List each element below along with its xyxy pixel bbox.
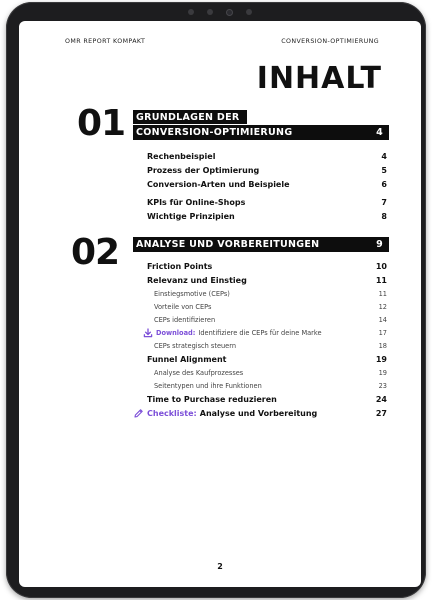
toc-entry-page: 24 <box>375 395 387 404</box>
section-title: ANALYSE UND VORBEREITUNGEN <box>136 239 320 250</box>
camera-bar <box>188 8 252 16</box>
toc-subentry[interactable] <box>154 366 387 379</box>
section-number: 02 <box>71 232 120 273</box>
document-page <box>19 21 421 587</box>
toc-entry[interactable] <box>147 260 387 273</box>
toc-entry-label: KPIs für Online-Shops <box>147 198 246 207</box>
toc-entry-page: 14 <box>378 315 387 324</box>
toc-entry-page: 11 <box>375 276 387 285</box>
toc-subentry[interactable] <box>154 313 387 326</box>
toc-download-entry[interactable] <box>143 326 387 339</box>
toc-checklist-entry[interactable] <box>133 407 387 420</box>
download-icon <box>143 328 153 338</box>
toc-entry-page: 4 <box>381 152 387 161</box>
toc-entry-page: 7 <box>381 198 387 207</box>
section-page: 4 <box>376 127 383 138</box>
running-header-right: CONVERSION-OPTIMIERUNG <box>281 38 379 45</box>
toc-subentry[interactable] <box>154 300 387 313</box>
toc-entry-label: Seitentypen und ihre Funktionen <box>154 381 262 390</box>
toc-entry-page: 17 <box>378 328 387 337</box>
toc-subentry[interactable] <box>154 339 387 352</box>
toc-entry-page: 6 <box>381 180 387 189</box>
tablet-frame <box>6 2 426 598</box>
sensor-dot <box>207 9 213 15</box>
section-bar-line1 <box>133 110 247 124</box>
toc-entry-page: 12 <box>378 302 387 311</box>
toc-subentry[interactable] <box>154 379 387 392</box>
toc-entry-page: 19 <box>378 368 387 377</box>
toc-entry[interactable] <box>147 178 387 191</box>
toc-entry-page: 5 <box>381 166 387 175</box>
toc-entry[interactable] <box>147 274 387 287</box>
toc-entry-label: Wichtige Prinzipien <box>147 212 235 221</box>
toc-subentry[interactable] <box>154 287 387 300</box>
toc-entry-label: Funnel Alignment <box>147 355 227 364</box>
toc-entry-page: 10 <box>375 262 387 271</box>
toc-entry-label <box>133 408 317 419</box>
sensor-dot <box>246 9 252 15</box>
sensor-dot <box>188 9 194 15</box>
toc-entry-label: CEPs identifizieren <box>154 315 216 324</box>
toc-entry-label: Prozess der Optimierung <box>147 166 260 175</box>
section-number: 01 <box>77 103 126 144</box>
running-header-left: OMR REPORT KOMPAKT <box>65 38 146 45</box>
toc-entry-label: Relevanz und Einstieg <box>147 276 247 285</box>
download-label: Download: <box>156 328 196 337</box>
page-title: INHALT <box>256 61 382 96</box>
toc-entry-label: CEPs strategisch steuern <box>154 341 237 350</box>
download-title: Identifiziere die CEPs für deine Marke <box>198 328 322 337</box>
toc-entry-page: 8 <box>381 212 387 221</box>
section-title-line1: GRUNDLAGEN DER <box>136 111 240 123</box>
toc-entry-page: 11 <box>378 289 387 298</box>
toc-entry[interactable] <box>147 164 387 177</box>
toc-entry-label: Analyse des Kaufprozesses <box>154 368 244 377</box>
camera-lens <box>226 9 233 16</box>
checklist-title: Analyse und Vorbereitung <box>199 409 318 418</box>
section-bar-line2[interactable] <box>133 125 389 140</box>
section-page: 9 <box>376 239 383 250</box>
toc-entry-label: Time to Purchase reduzieren <box>147 395 277 404</box>
toc-entry[interactable] <box>147 150 387 163</box>
toc-entry[interactable] <box>147 353 387 366</box>
section-title-line2: CONVERSION-OPTIMIERUNG <box>136 127 293 138</box>
toc-entry-label <box>143 328 322 338</box>
toc-entry-page: 18 <box>378 341 387 350</box>
toc-entry-page: 23 <box>378 381 387 390</box>
pencil-icon <box>133 408 144 419</box>
toc-entry-label: Einstiegsmotive (CEPs) <box>154 289 230 298</box>
toc-entry-label: Vorteile von CEPs <box>154 302 212 311</box>
toc-entry-page: 19 <box>375 355 387 364</box>
toc-entry-page: 27 <box>375 409 387 418</box>
toc-entry[interactable] <box>147 196 387 209</box>
toc-entry-label: Rechenbeispiel <box>147 152 216 161</box>
checklist-label: Checkliste: <box>147 409 197 418</box>
toc-entry[interactable] <box>147 393 387 406</box>
toc-entry-label: Friction Points <box>147 262 213 271</box>
page-number: 2 <box>217 562 223 571</box>
section-bar[interactable] <box>133 237 389 252</box>
toc-entry[interactable] <box>147 210 387 223</box>
toc-entry-label: Conversion-Arten und Beispiele <box>147 180 290 189</box>
